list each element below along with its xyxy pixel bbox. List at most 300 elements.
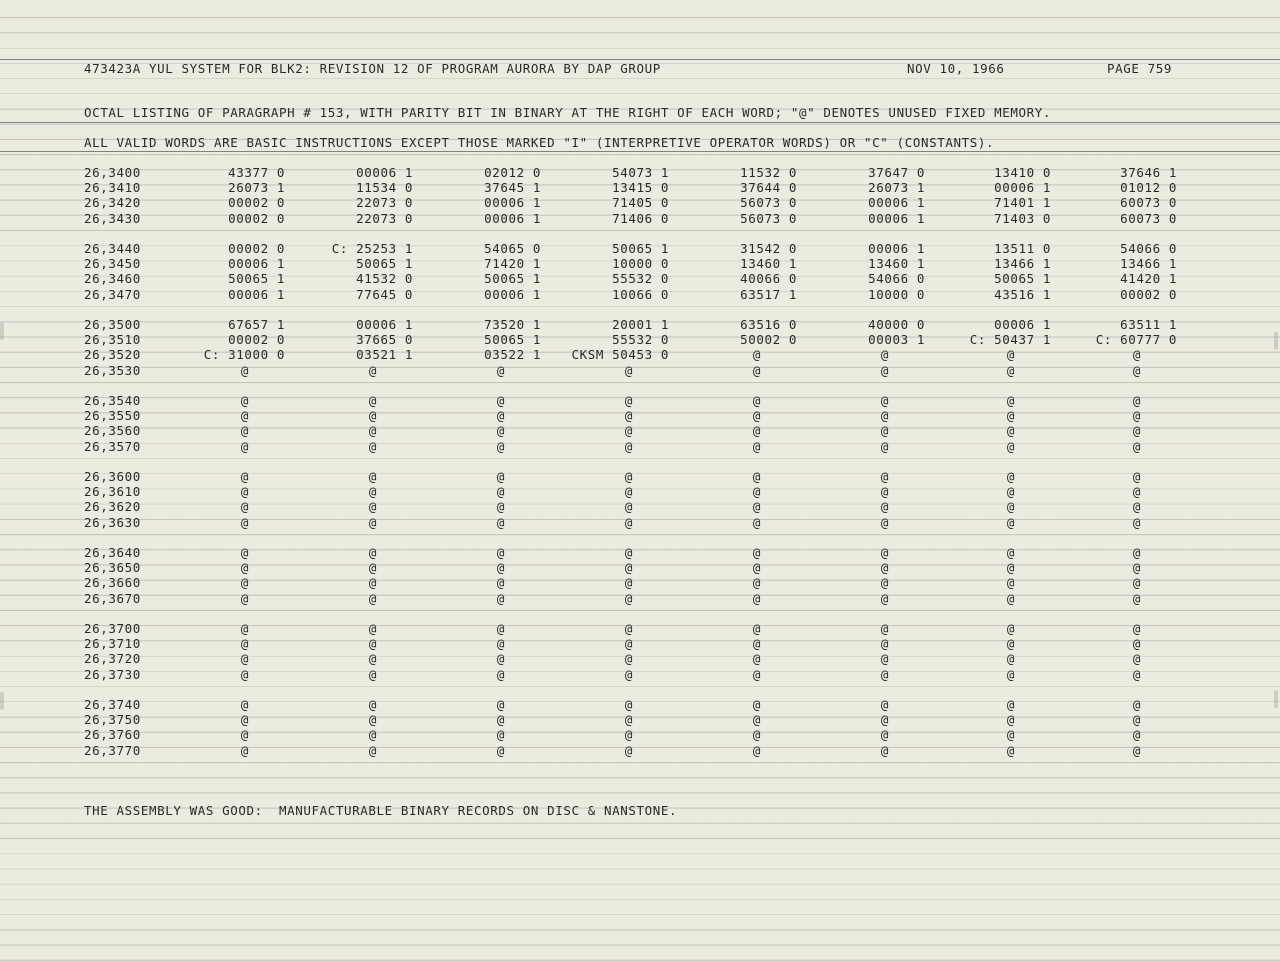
octal-word: 54073 1	[612, 165, 669, 180]
unused-memory-marker: @	[368, 651, 378, 667]
octal-word: 50065 1	[484, 271, 541, 287]
unused-memory-marker: @	[1132, 666, 1142, 682]
octal-word: 67657 1	[228, 317, 285, 332]
memory-address: 26,3420	[84, 195, 141, 211]
unused-memory-marker: @	[752, 514, 762, 530]
memory-address: 26,3470	[84, 286, 141, 302]
table-row	[0, 271, 1280, 286]
unused-memory-marker: @	[496, 545, 506, 560]
unused-memory-marker: @	[1132, 484, 1142, 500]
memory-address: 26,3400	[84, 165, 141, 180]
unused-memory-marker: @	[1132, 408, 1142, 424]
octal-word: 71406 0	[612, 210, 669, 226]
unused-memory-marker: @	[880, 423, 890, 439]
unused-memory-marker: @	[240, 393, 250, 408]
octal-word: 37645 1	[484, 180, 541, 196]
octal-word: 63517 1	[740, 286, 797, 302]
table-row	[0, 287, 1280, 302]
memory-address: 26,3530	[84, 362, 141, 378]
octal-word: 37644 0	[740, 180, 797, 196]
unused-memory-marker: @	[880, 438, 890, 454]
octal-word: 10000 0	[612, 256, 669, 272]
unused-memory-marker: @	[880, 590, 890, 606]
table-row	[0, 545, 1280, 560]
unused-memory-marker: @	[880, 514, 890, 530]
octal-word: 31542 0	[740, 241, 797, 256]
octal-word: 13460 1	[740, 256, 797, 272]
unused-memory-marker: @	[1006, 514, 1016, 530]
unused-memory-marker: @	[240, 484, 250, 500]
unused-memory-marker: @	[1006, 742, 1016, 758]
octal-word: 00006 1	[228, 286, 285, 302]
octal-word: 37665 0	[356, 332, 413, 348]
unused-memory-marker: @	[880, 636, 890, 652]
octal-word: 54066 0	[1120, 241, 1177, 256]
table-row	[0, 439, 1280, 454]
unused-memory-marker: @	[368, 742, 378, 758]
octal-word: 63511 1	[1120, 317, 1177, 332]
table-row	[0, 697, 1280, 712]
unused-memory-marker: @	[880, 362, 890, 378]
unused-memory-marker: @	[752, 393, 762, 408]
octal-word: 03521 1	[356, 347, 413, 363]
table-row	[0, 484, 1280, 499]
table-row	[0, 469, 1280, 484]
unused-memory-marker: @	[1132, 499, 1142, 515]
unused-memory-marker: @	[496, 423, 506, 439]
table-row	[0, 317, 1280, 332]
unused-memory-marker: @	[368, 469, 378, 484]
unused-memory-marker: @	[1132, 560, 1142, 576]
unused-memory-marker: @	[624, 393, 634, 408]
octal-word: C: 60777 0	[1095, 332, 1177, 348]
octal-word: 56073 0	[740, 195, 797, 211]
unused-memory-marker: @	[1006, 347, 1016, 363]
valid-words-note: ALL VALID WORDS ARE BASIC INSTRUCTIONS EXCEPT THOSE MARKED "I" (INTERPRETIVE OPERATOR WORDS) OR "C" (CONSTANTS).	[84, 135, 995, 150]
unused-memory-marker: @	[1132, 514, 1142, 530]
listing-legend: OCTAL LISTING OF PARAGRAPH # 153, WITH PARITY BIT IN BINARY AT THE RIGHT OF EACH WORD; "@" DENOTES UNUSED FIXED MEMORY.	[84, 105, 1051, 120]
unused-memory-marker: @	[880, 484, 890, 500]
unused-memory-marker: @	[1132, 727, 1142, 743]
unused-memory-marker: @	[1006, 499, 1016, 515]
memory-address: 26,3570	[84, 438, 141, 454]
memory-address: 26,3450	[84, 256, 141, 272]
memory-address: 26,3600	[84, 469, 141, 484]
table-row	[0, 423, 1280, 438]
unused-memory-marker: @	[240, 727, 250, 743]
table-row	[0, 621, 1280, 636]
octal-word: 55532 0	[612, 271, 669, 287]
octal-word: 00006 1	[484, 286, 541, 302]
memory-address: 26,3770	[84, 742, 141, 758]
memory-address: 26,3670	[84, 590, 141, 606]
octal-word: 26073 1	[868, 180, 925, 196]
unused-memory-marker: @	[496, 393, 506, 408]
octal-word: 60073 0	[1120, 210, 1177, 226]
octal-word: 11532 0	[740, 165, 797, 180]
memory-address: 26,3410	[84, 180, 141, 196]
table-row	[0, 347, 1280, 362]
octal-word: 41532 0	[356, 271, 413, 287]
unused-memory-marker: @	[880, 621, 890, 636]
unused-memory-marker: @	[880, 499, 890, 515]
unused-memory-marker: @	[752, 408, 762, 424]
octal-word: 55532 0	[612, 332, 669, 348]
memory-address: 26,3730	[84, 666, 141, 682]
memory-address: 26,3550	[84, 408, 141, 424]
unused-memory-marker: @	[1132, 438, 1142, 454]
octal-word: 71403 0	[994, 210, 1051, 226]
unused-memory-marker: @	[1006, 666, 1016, 682]
memory-address: 26,3440	[84, 241, 141, 256]
unused-memory-marker: @	[624, 469, 634, 484]
octal-word: 77645 0	[356, 286, 413, 302]
unused-memory-marker: @	[1132, 636, 1142, 652]
listing-date: NOV 10, 1966	[907, 61, 1005, 76]
unused-memory-marker: @	[624, 499, 634, 515]
unused-memory-marker: @	[368, 362, 378, 378]
octal-word: 00002 0	[228, 241, 285, 256]
unused-memory-marker: @	[240, 560, 250, 576]
unused-memory-marker: @	[1132, 545, 1142, 560]
unused-memory-marker: @	[368, 636, 378, 652]
table-row	[0, 241, 1280, 256]
unused-memory-marker: @	[240, 636, 250, 652]
unused-memory-marker: @	[624, 727, 634, 743]
unused-memory-marker: @	[496, 575, 506, 591]
unused-memory-marker: @	[752, 560, 762, 576]
table-row	[0, 727, 1280, 742]
unused-memory-marker: @	[1132, 590, 1142, 606]
table-row	[0, 636, 1280, 651]
octal-word: 50065 1	[994, 271, 1051, 287]
listing-title: 473423A YUL SYSTEM FOR BLK2: REVISION 12 OF PROGRAM AURORA BY DAP GROUP	[84, 61, 661, 76]
unused-memory-marker: @	[624, 666, 634, 682]
unused-memory-marker: @	[880, 697, 890, 712]
assembly-status: THE ASSEMBLY WAS GOOD: MANUFACTURABLE BINARY RECORDS ON DISC & NANSTONE.	[84, 803, 678, 818]
unused-memory-marker: @	[240, 651, 250, 667]
unused-memory-marker: @	[1006, 362, 1016, 378]
unused-memory-marker: @	[752, 727, 762, 743]
table-row	[0, 743, 1280, 758]
unused-memory-marker: @	[496, 560, 506, 576]
unused-memory-marker: @	[496, 514, 506, 530]
table-row	[0, 180, 1280, 195]
unused-memory-marker: @	[752, 438, 762, 454]
unused-memory-marker: @	[624, 651, 634, 667]
unused-memory-marker: @	[752, 347, 762, 363]
unused-memory-marker: @	[496, 742, 506, 758]
unused-memory-marker: @	[240, 575, 250, 591]
unused-memory-marker: @	[752, 545, 762, 560]
unused-memory-marker: @	[496, 666, 506, 682]
unused-memory-marker: @	[1006, 636, 1016, 652]
unused-memory-marker: @	[880, 666, 890, 682]
unused-memory-marker: @	[880, 469, 890, 484]
table-row	[0, 515, 1280, 530]
unused-memory-marker: @	[624, 590, 634, 606]
unused-memory-marker: @	[752, 499, 762, 515]
octal-word: 40066 0	[740, 271, 797, 287]
unused-memory-marker: @	[1132, 712, 1142, 728]
unused-memory-marker: @	[368, 727, 378, 743]
octal-word: 22073 0	[356, 210, 413, 226]
unused-memory-marker: @	[240, 742, 250, 758]
octal-word: 00006 1	[868, 195, 925, 211]
octal-word: 26073 1	[228, 180, 285, 196]
unused-memory-marker: @	[368, 590, 378, 606]
octal-word: 03522 1	[484, 347, 541, 363]
octal-word: 13466 1	[994, 256, 1051, 272]
unused-memory-marker: @	[1006, 727, 1016, 743]
table-row	[0, 591, 1280, 606]
octal-word: C: 50437 1	[969, 332, 1051, 348]
octal-word: 56073 0	[740, 210, 797, 226]
unused-memory-marker: @	[368, 575, 378, 591]
unused-memory-marker: @	[752, 590, 762, 606]
unused-memory-marker: @	[880, 651, 890, 667]
table-row	[0, 211, 1280, 226]
table-row	[0, 560, 1280, 575]
unused-memory-marker: @	[752, 742, 762, 758]
unused-memory-marker: @	[880, 347, 890, 363]
unused-memory-marker: @	[1006, 560, 1016, 576]
unused-memory-marker: @	[496, 408, 506, 424]
unused-memory-marker: @	[368, 438, 378, 454]
unused-memory-marker: @	[752, 484, 762, 500]
unused-memory-marker: @	[752, 621, 762, 636]
table-row	[0, 408, 1280, 423]
octal-word: C: 31000 0	[203, 347, 285, 363]
unused-memory-marker: @	[880, 560, 890, 576]
octal-word: 02012 0	[484, 165, 541, 180]
memory-address: 26,3650	[84, 560, 141, 576]
unused-memory-marker: @	[240, 514, 250, 530]
unused-memory-marker: @	[496, 727, 506, 743]
unused-memory-marker: @	[496, 469, 506, 484]
unused-memory-marker: @	[240, 469, 250, 484]
unused-memory-marker: @	[752, 697, 762, 712]
unused-memory-marker: @	[1006, 545, 1016, 560]
octal-word: 00002 0	[1120, 286, 1177, 302]
octal-word: 11534 0	[356, 180, 413, 196]
octal-word: 00006 1	[356, 165, 413, 180]
unused-memory-marker: @	[624, 423, 634, 439]
unused-memory-marker: @	[368, 484, 378, 500]
memory-address: 26,3750	[84, 712, 141, 728]
table-row	[0, 195, 1280, 210]
memory-address: 26,3520	[84, 347, 141, 363]
octal-word: 63516 0	[740, 317, 797, 332]
octal-word: 40000 0	[868, 317, 925, 332]
octal-word: 00006 1	[868, 210, 925, 226]
octal-word: 13415 0	[612, 180, 669, 196]
unused-memory-marker: @	[240, 423, 250, 439]
unused-memory-marker: @	[368, 666, 378, 682]
unused-memory-marker: @	[1006, 484, 1016, 500]
unused-memory-marker: @	[368, 712, 378, 728]
unused-memory-marker: @	[752, 666, 762, 682]
octal-word: 10000 0	[868, 286, 925, 302]
unused-memory-marker: @	[496, 484, 506, 500]
octal-word: 00002 0	[228, 210, 285, 226]
unused-memory-marker: @	[1006, 651, 1016, 667]
unused-memory-marker: @	[752, 469, 762, 484]
octal-word: 37647 0	[868, 165, 925, 180]
unused-memory-marker: @	[880, 712, 890, 728]
table-row	[0, 651, 1280, 666]
unused-memory-marker: @	[368, 393, 378, 408]
unused-memory-marker: @	[880, 742, 890, 758]
unused-memory-marker: @	[1132, 697, 1142, 712]
unused-memory-marker: @	[240, 666, 250, 682]
octal-word: 13466 1	[1120, 256, 1177, 272]
unused-memory-marker: @	[368, 408, 378, 424]
unused-memory-marker: @	[240, 499, 250, 515]
unused-memory-marker: @	[496, 697, 506, 712]
unused-memory-marker: @	[240, 621, 250, 636]
memory-address: 26,3610	[84, 484, 141, 500]
octal-word: 37646 1	[1120, 165, 1177, 180]
table-row	[0, 575, 1280, 590]
unused-memory-marker: @	[1006, 408, 1016, 424]
memory-address: 26,3510	[84, 332, 141, 348]
memory-address: 26,3500	[84, 317, 141, 332]
unused-memory-marker: @	[1132, 742, 1142, 758]
octal-word: CKSM 50453 0	[571, 347, 669, 363]
unused-memory-marker: @	[368, 499, 378, 515]
unused-memory-marker: @	[496, 590, 506, 606]
octal-word: 22073 0	[356, 195, 413, 211]
table-row	[0, 667, 1280, 682]
unused-memory-marker: @	[368, 560, 378, 576]
octal-word: 00002 0	[228, 195, 285, 211]
unused-memory-marker: @	[752, 575, 762, 591]
unused-memory-marker: @	[496, 499, 506, 515]
memory-address: 26,3700	[84, 621, 141, 636]
octal-word: 43377 0	[228, 165, 285, 180]
unused-memory-marker: @	[496, 362, 506, 378]
octal-word: 00006 1	[356, 317, 413, 332]
unused-memory-marker: @	[1132, 423, 1142, 439]
unused-memory-marker: @	[624, 362, 634, 378]
octal-word: 50002 0	[740, 332, 797, 348]
unused-memory-marker: @	[240, 408, 250, 424]
octal-word: 00006 1	[994, 317, 1051, 332]
unused-memory-marker: @	[496, 636, 506, 652]
octal-word: 41420 1	[1120, 271, 1177, 287]
unused-memory-marker: @	[880, 575, 890, 591]
unused-memory-marker: @	[240, 590, 250, 606]
octal-word: 00006 1	[484, 195, 541, 211]
table-row	[0, 363, 1280, 378]
memory-address: 26,3710	[84, 636, 141, 652]
table-row	[0, 256, 1280, 271]
octal-word: 54065 0	[484, 241, 541, 256]
unused-memory-marker: @	[368, 621, 378, 636]
table-row	[0, 712, 1280, 727]
unused-memory-marker: @	[240, 712, 250, 728]
octal-word: 50065 1	[484, 332, 541, 348]
octal-word: 71420 1	[484, 256, 541, 272]
unused-memory-marker: @	[1132, 393, 1142, 408]
table-row	[0, 332, 1280, 347]
unused-memory-marker: @	[1006, 590, 1016, 606]
unused-memory-marker: @	[1006, 438, 1016, 454]
unused-memory-marker: @	[1006, 712, 1016, 728]
octal-word: 13460 1	[868, 256, 925, 272]
octal-word: 01012 0	[1120, 180, 1177, 196]
unused-memory-marker: @	[624, 621, 634, 636]
unused-memory-marker: @	[752, 651, 762, 667]
unused-memory-marker: @	[752, 636, 762, 652]
unused-memory-marker: @	[1006, 621, 1016, 636]
octal-word: 50065 1	[228, 271, 285, 287]
unused-memory-marker: @	[496, 621, 506, 636]
unused-memory-marker: @	[624, 575, 634, 591]
memory-address: 26,3660	[84, 575, 141, 591]
unused-memory-marker: @	[624, 545, 634, 560]
octal-word: 00002 0	[228, 332, 285, 348]
octal-word: 20001 1	[612, 317, 669, 332]
unused-memory-marker: @	[624, 484, 634, 500]
unused-memory-marker: @	[752, 423, 762, 439]
unused-memory-marker: @	[496, 438, 506, 454]
unused-memory-marker: @	[880, 393, 890, 408]
unused-memory-marker: @	[240, 362, 250, 378]
unused-memory-marker: @	[624, 514, 634, 530]
memory-address: 26,3740	[84, 697, 141, 712]
table-row	[0, 499, 1280, 514]
unused-memory-marker: @	[624, 636, 634, 652]
octal-word: 00003 1	[868, 332, 925, 348]
unused-memory-marker: @	[1132, 347, 1142, 363]
unused-memory-marker: @	[624, 408, 634, 424]
memory-address: 26,3630	[84, 514, 141, 530]
octal-word: 13511 0	[994, 241, 1051, 256]
unused-memory-marker: @	[368, 514, 378, 530]
octal-word: C: 25253 1	[331, 241, 413, 256]
octal-word: 60073 0	[1120, 195, 1177, 211]
memory-address: 26,3430	[84, 210, 141, 226]
unused-memory-marker: @	[1006, 469, 1016, 484]
table-row	[0, 393, 1280, 408]
unused-memory-marker: @	[1132, 575, 1142, 591]
unused-memory-marker: @	[1132, 651, 1142, 667]
octal-word: 43516 1	[994, 286, 1051, 302]
table-row	[0, 165, 1280, 180]
unused-memory-marker: @	[240, 697, 250, 712]
page-number: PAGE 759	[1107, 61, 1173, 76]
octal-word: 00006 1	[868, 241, 925, 256]
unused-memory-marker: @	[368, 545, 378, 560]
unused-memory-marker: @	[1132, 469, 1142, 484]
unused-memory-marker: @	[496, 712, 506, 728]
unused-memory-marker: @	[1132, 621, 1142, 636]
octal-word: 00006 1	[484, 210, 541, 226]
memory-address: 26,3760	[84, 727, 141, 743]
octal-word: 13410 0	[994, 165, 1051, 180]
unused-memory-marker: @	[624, 560, 634, 576]
octal-word: 00006 1	[994, 180, 1051, 196]
octal-word: 71405 0	[612, 195, 669, 211]
octal-word: 71401 1	[994, 195, 1051, 211]
octal-word: 73520 1	[484, 317, 541, 332]
memory-address: 26,3720	[84, 651, 141, 667]
memory-address: 26,3560	[84, 423, 141, 439]
memory-address: 26,3540	[84, 393, 141, 408]
unused-memory-marker: @	[624, 697, 634, 712]
